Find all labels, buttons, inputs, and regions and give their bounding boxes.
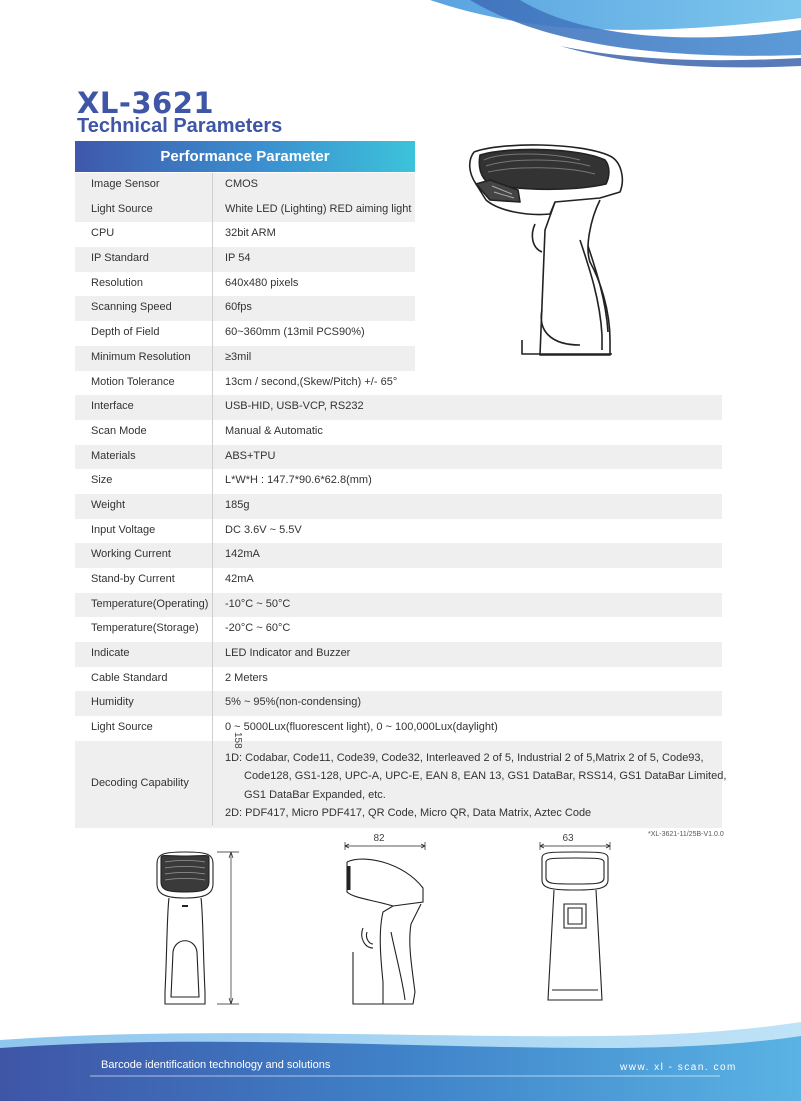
spec-label: Input Voltage <box>91 523 156 536</box>
spec-value: 13cm / second,(Skew/Pitch) +/- 65° <box>225 375 398 388</box>
spec-row <box>75 395 722 420</box>
spec-value: White LED (Lighting) RED aiming light <box>225 202 412 215</box>
spec-row <box>75 445 722 470</box>
spec-value: 5% ~ 95%(non-condensing) <box>225 696 362 709</box>
spec-value: ABS+TPU <box>225 449 276 462</box>
spec-label: Size <box>91 474 113 487</box>
spec-value: -10°C ~ 50°C <box>225 597 291 610</box>
front-view-drawing <box>145 732 255 1014</box>
spec-value: CMOS <box>225 178 258 190</box>
spec-value: IP 54 <box>225 252 251 265</box>
spec-label: Cable Standard <box>91 671 168 684</box>
version-code: *XL-3621-11/25B-V1.0.0 <box>648 831 724 838</box>
spec-label: Decoding Capability <box>91 776 189 789</box>
spec-row <box>75 593 722 618</box>
spec-row <box>75 642 722 667</box>
spec-value: L*W*H : 147.7*90.6*62.8(mm) <box>225 474 372 487</box>
spec-value: -20°C ~ 60°C <box>225 622 291 635</box>
spec-label: Minimum Resolution <box>91 350 191 363</box>
spec-value: 32bit ARM <box>225 227 276 240</box>
section-title-bar: Performance Parameter <box>75 141 415 172</box>
spec-label: Light Source <box>91 202 153 215</box>
spec-value: Manual & Automatic <box>225 424 323 437</box>
spec-label: Indicate <box>91 647 130 660</box>
spec-label: Temperature(Operating) <box>91 597 209 610</box>
spec-row <box>75 371 722 396</box>
footer-website[interactable]: www. xl - scan. com <box>620 1062 737 1073</box>
spec-row <box>75 568 722 593</box>
spec-row <box>75 667 722 692</box>
back-view-drawing <box>530 832 620 1014</box>
spec-label: Temperature(Storage) <box>91 622 199 635</box>
scanner-product-image <box>460 140 640 362</box>
width-dimension: 63 <box>562 833 574 844</box>
spec-label: Working Current <box>91 548 171 561</box>
spec-label: Scan Mode <box>91 424 147 437</box>
spec-value: 185g <box>225 498 250 511</box>
spec-label: Motion Tolerance <box>91 375 175 388</box>
spec-row <box>75 420 722 445</box>
spec-row <box>75 691 722 716</box>
page-subtitle: Technical Parameters <box>77 115 283 137</box>
spec-value: USB-HID, USB-VCP, RS232 <box>225 400 364 413</box>
spec-value: 640x480 pixels <box>225 276 299 289</box>
decoding-line: GS1 DataBar Expanded, etc. <box>244 788 386 801</box>
spec-value: 2 Meters <box>225 671 268 684</box>
spec-value: 60fps <box>225 301 252 314</box>
spec-value: DC 3.6V ~ 5.5V <box>225 523 302 536</box>
decoding-line: 1D: Codabar, Code11, Code39, Code32, Interleaved 2 of 5, Industrial 2 of 5,Matrix 2 of 5, Code93, <box>225 751 704 764</box>
spec-row <box>75 494 722 519</box>
spec-value: 142mA <box>225 548 260 561</box>
length-dimension: 82 <box>373 833 385 844</box>
spec-row <box>75 617 722 642</box>
decoding-value <box>225 749 726 823</box>
decoding-line: Code128, GS1-128, UPC-A, UPC-E, EAN 8, EAN 13, GS1 DataBar, RSS14, GS1 DataBar Limited, <box>244 770 727 783</box>
spec-label: Resolution <box>91 276 143 289</box>
spec-label: Scanning Speed <box>91 301 172 314</box>
spec-label: Image Sensor <box>91 178 160 190</box>
spec-value: 0 ~ 5000Lux(fluorescent light), 0 ~ 100,000Lux(daylight) <box>225 721 498 734</box>
spec-row-decoding <box>75 741 727 828</box>
spec-label: Stand-by Current <box>91 573 175 585</box>
top-wave-decoration <box>0 0 801 70</box>
spec-label: CPU <box>91 227 115 240</box>
height-dimension: 158 <box>232 732 243 749</box>
footer-tagline: Barcode identification technology and solutions <box>101 1059 331 1071</box>
spec-value: ≥3mil <box>225 350 252 363</box>
spec-label: Light Source <box>91 721 153 734</box>
decoding-line: 2D: PDF417, Micro PDF417, QR Code, Micro QR, Data Matrix, Aztec Code <box>225 807 592 820</box>
spec-value: LED Indicator and Buzzer <box>225 647 351 660</box>
spec-value: 60~360mm (13mil PCS90%) <box>225 326 365 339</box>
spec-row <box>75 543 722 568</box>
spec-label: Humidity <box>91 696 134 709</box>
spec-value: 42mA <box>225 573 254 585</box>
spec-label: Weight <box>91 498 126 511</box>
spec-label: Interface <box>91 400 134 413</box>
side-view-drawing <box>333 832 433 1014</box>
spec-row <box>75 519 722 544</box>
spec-label: Materials <box>91 449 136 462</box>
spec-row <box>75 469 722 494</box>
model-title: XL-3621 <box>77 86 215 120</box>
spec-label: Depth of Field <box>91 326 160 339</box>
spec-row <box>75 716 722 741</box>
spec-label: IP Standard <box>91 252 149 265</box>
